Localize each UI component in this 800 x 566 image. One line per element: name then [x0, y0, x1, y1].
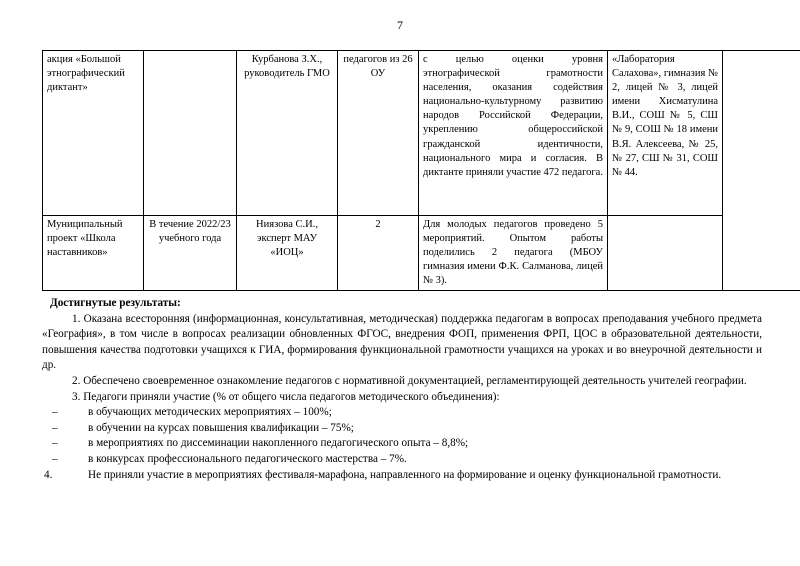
list-item-label: в обучении на курсах повышения квалификации – 75%;	[88, 421, 354, 434]
list-item-label: в обучающих методических мероприятиях – 100%;	[88, 406, 332, 419]
dash-bullet-icon: –	[52, 437, 58, 450]
cell-result: Для молодых педагогов проведено 5 мероприятий. Опытом работы поделились 2 педагога (МБОУ гимназия имени Ф.К. Салманова, лицей № 3).	[419, 216, 608, 291]
results-item-4-number: 4.	[44, 468, 53, 481]
cell-participant-count: педагогов из 26 ОУ	[338, 51, 419, 216]
list-item-label: в мероприятиях по диссеминации накопленного педагогического опыта – 8,8%;	[88, 437, 469, 450]
dash-bullet-icon: –	[52, 406, 58, 419]
results-item-4	[44, 468, 762, 484]
list-item	[52, 421, 762, 437]
dash-bullet-icon: –	[52, 452, 58, 465]
list-item-label: в конкурсах профессионального педагогического мастерства – 7%.	[88, 452, 407, 465]
cell-organizations	[608, 216, 723, 291]
cell-period: В течение 2022/23 учебного года	[144, 216, 237, 291]
cell-activity-name: Муниципальный проект «Школа наставников»	[43, 216, 144, 291]
cell-period	[144, 51, 237, 216]
results-item-4-label: Не приняли участие в мероприятиях фестиваля-марафона, направленного на формирование и оценку функциональной грамотности.	[88, 468, 722, 481]
page-number: 7	[397, 18, 403, 32]
list-item	[52, 436, 762, 452]
cell-organizations: «Лаборатория Салахова», гимназия № 2, лицей № 3, лицей имени Хисматулина В.И., СОШ № 5, СШ № 9, СОШ № 18 имени В.Я. Алексеева, № 25, № 27, СШ № 31, СОШ № 44.	[608, 51, 723, 216]
results-bullet-list	[42, 405, 762, 467]
cell-note	[723, 51, 800, 291]
cell-activity-name: акция «Большой этнографический диктант»	[43, 51, 144, 216]
list-item	[52, 405, 762, 421]
table-row	[43, 216, 800, 291]
cell-responsible: Ниязова С.И., эксперт МАУ «ИОЦ»	[237, 216, 338, 291]
cell-result: с целью оценки уровня этнографической грамотности населения, оказания содействия национально-культурному развитию народов Российской Федерации, укреплению общероссийской гражданской идентичности, национального мира и согласия. В диктанте приняли участие 472 педагога.	[419, 51, 608, 216]
cell-participant-count: 2	[338, 216, 419, 291]
dash-bullet-icon: –	[52, 421, 58, 434]
results-section	[42, 296, 762, 483]
results-item-3: 3. Педагоги приняли участие (% от общего числа педагогов методического объединения):	[72, 390, 500, 403]
list-item	[52, 452, 762, 468]
table-row	[43, 51, 800, 216]
results-item-2: 2. Обеспечено своевременное ознакомление педагогов с нормативной документацией, регламентирующей деятельность учителей географии.	[72, 374, 747, 387]
results-item-1: 1. Оказана всесторонняя (информационная, консультативная, методическая) поддержка педагогам в вопросах преподавания учебного предмета «География», в том числе в вопросах реализации обновленных ФГОС, внедрения ФОП, применения ФРП, ЦОС в образовательной деятельности, повышения качества подготовки учащихся к ГИА, формирования функциональной грамотности учащихся на уроках и во внеурочной деятельности и др.	[42, 312, 762, 372]
results-heading: Достигнутые результаты:	[50, 297, 181, 309]
activities-table	[42, 50, 800, 291]
cell-responsible: Курбанова З.Х., руководитель ГМО	[237, 51, 338, 216]
